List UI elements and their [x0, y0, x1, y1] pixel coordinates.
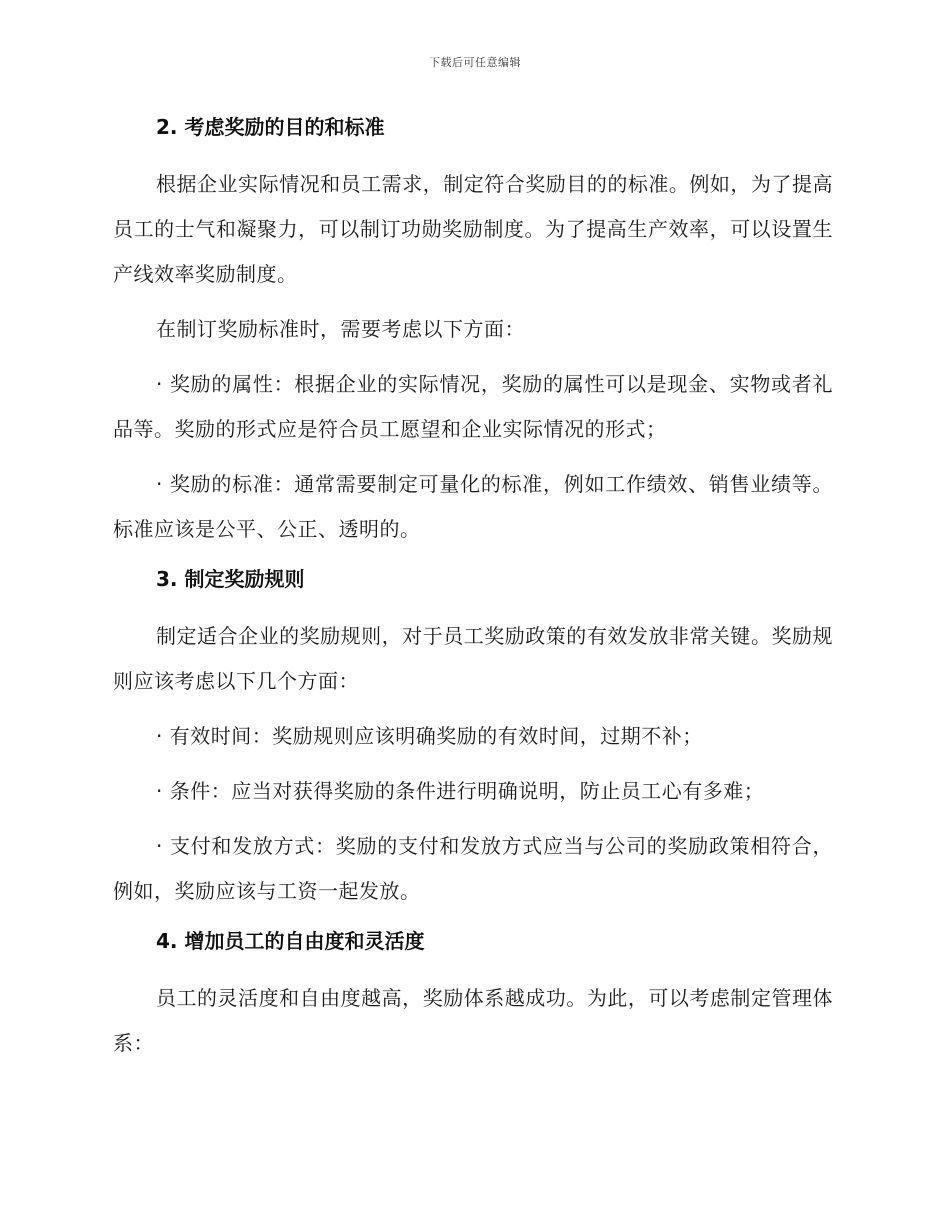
bullet-item: · 支付和发放方式：奖励的支付和发放方式应当与公司的奖励政策相符合，例如，奖励应该与工资一起发放。 — [113, 834, 833, 903]
section-heading-4: 4. 增加员工的自由度和灵活度 — [156, 929, 425, 953]
bullet-item: · 条件：应当对获得奖励的条件进行明确说明，防止员工心有多难； — [156, 779, 765, 803]
section-heading-3: 3. 制定奖励规则 — [156, 567, 305, 591]
section-heading-2: 2. 考虑奖励的目的和标准 — [156, 115, 385, 139]
header-note: 下载后可任意编辑 — [429, 56, 521, 69]
paragraph: 制定适合企业的奖励规则，对于员工奖励政策的有效发放非常关键。奖励规则应该考虑以下几个方面： — [113, 624, 833, 693]
bullet-item: · 奖励的属性：根据企业的实际情况，奖励的属性可以是现金、实物或者礼品等。奖励的形式应是符合员工愿望和企业实际情况的形式； — [113, 372, 833, 441]
document-body — [113, 110, 833, 1076]
paragraph: 在制订奖励标准时，需要考虑以下方面： — [156, 317, 525, 341]
paragraph: 员工的灵活度和自由度越高，奖励体系越成功。为此，可以考虑制定管理体系： — [113, 986, 833, 1055]
bullet-item: · 有效时间：奖励规则应该明确奖励的有效时间，过期不补； — [156, 724, 703, 748]
paragraph: 根据企业实际情况和员工需求，制定符合奖励目的的标准。例如，为了提高员工的士气和凝聚力，可以制订功勋奖励制度。为了提高生产效率，可以设置生产线效率奖励制度。 — [113, 172, 833, 286]
bullet-item: · 奖励的标准：通常需要制定可量化的标准，例如工作绩效、销售业绩等。标准应该是公平、公正、透明的。 — [113, 472, 833, 541]
